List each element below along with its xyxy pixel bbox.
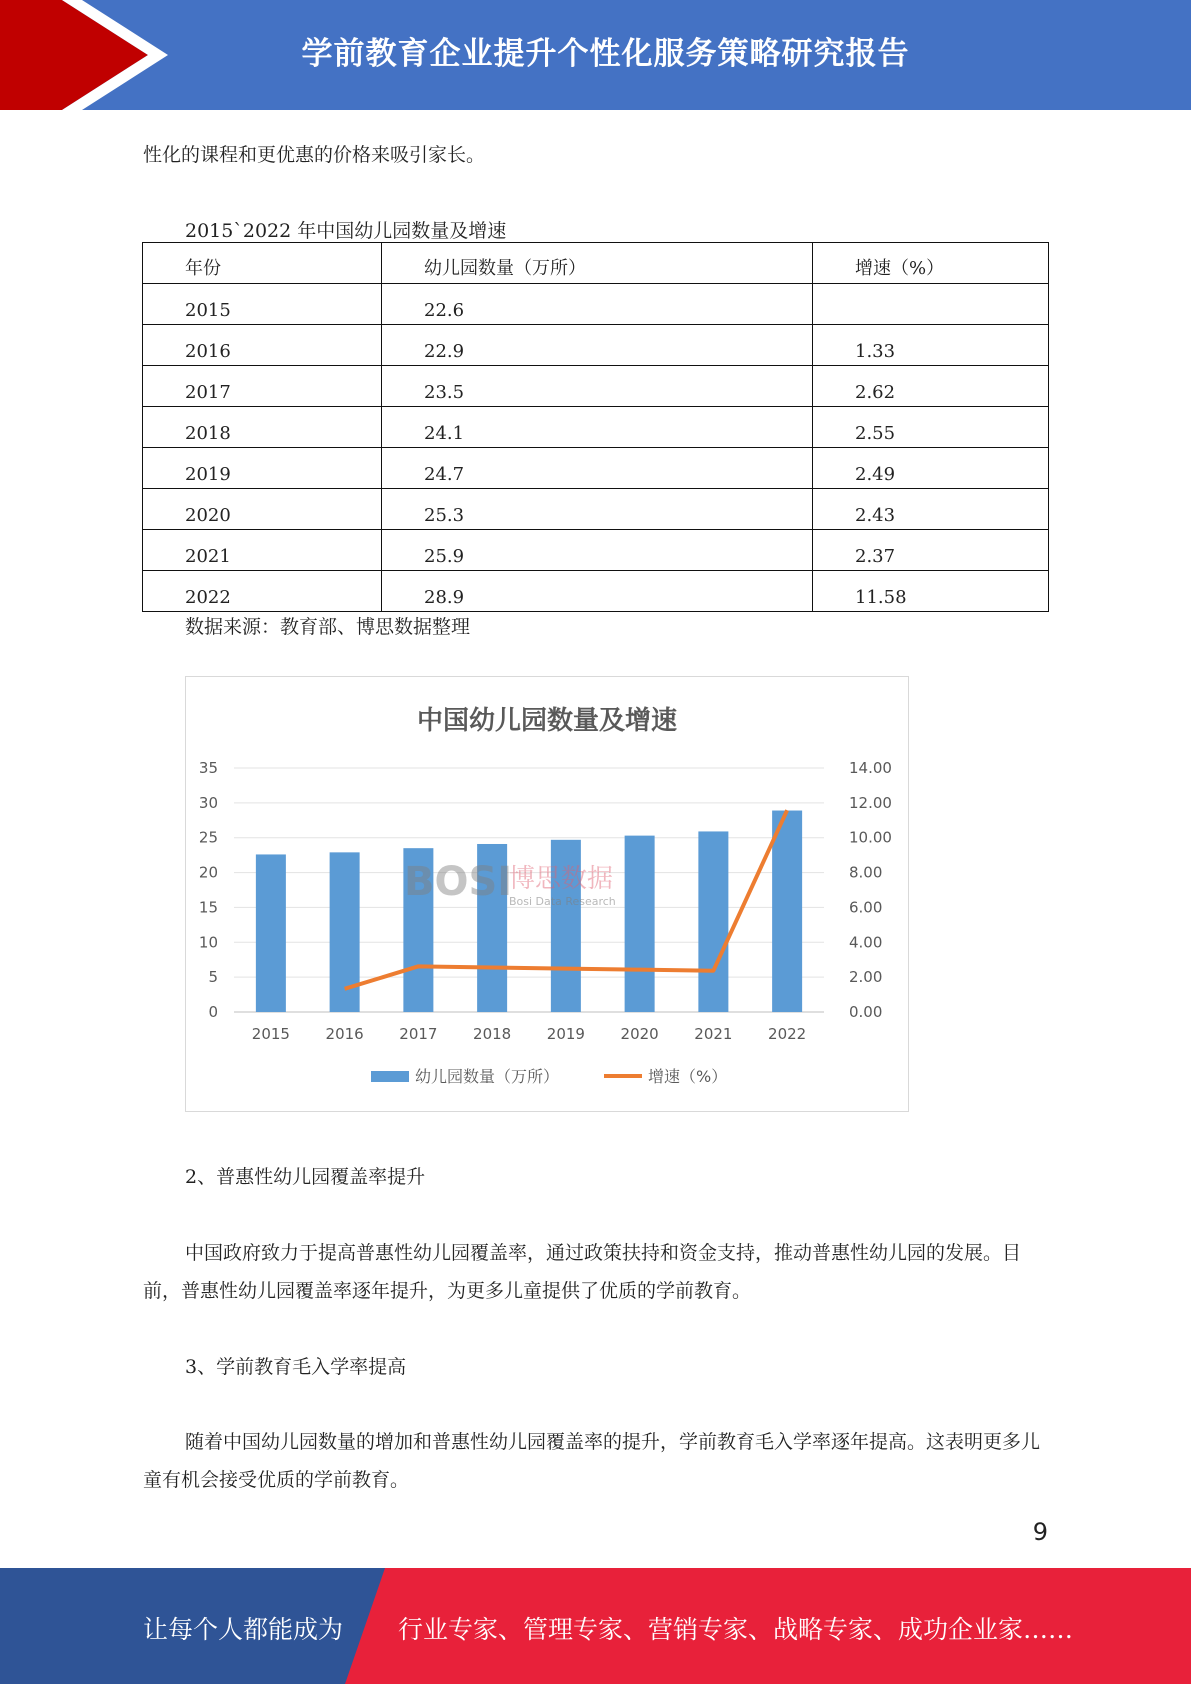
right-axis-tick: 4.00 bbox=[849, 933, 883, 952]
column-header: 幼儿园数量（万所） bbox=[382, 243, 813, 284]
x-axis-tick: 2019 bbox=[546, 1025, 585, 1043]
column-header: 增速（%） bbox=[813, 243, 1049, 284]
left-axis-tick: 35 bbox=[198, 759, 218, 777]
left-axis-tick: 30 bbox=[198, 793, 218, 812]
left-axis-tick: 10 bbox=[198, 933, 218, 952]
table-row bbox=[143, 366, 1049, 407]
count-cell: 25.9 bbox=[382, 530, 813, 571]
page-number: 9 bbox=[1032, 1518, 1048, 1546]
left-axis-tick: 25 bbox=[198, 828, 218, 847]
left-axis-tick: 0 bbox=[208, 1003, 218, 1021]
growth-cell: 2.37 bbox=[813, 530, 1049, 571]
section2-heading: 2、普惠性幼儿园覆盖率提升 bbox=[185, 1166, 426, 1188]
bar bbox=[698, 831, 728, 1012]
watermark-cn: 博思数据 bbox=[509, 864, 614, 894]
bar bbox=[772, 811, 802, 1012]
growth-cell: 2.43 bbox=[813, 489, 1049, 530]
count-cell: 28.9 bbox=[382, 571, 813, 612]
year-cell: 2022 bbox=[143, 571, 382, 612]
growth-cell: 2.62 bbox=[813, 366, 1049, 407]
growth-cell: 11.58 bbox=[813, 571, 1049, 612]
left-axis-tick: 5 bbox=[208, 968, 218, 987]
footer-slogan-right: 行业专家、管理专家、营销专家、战略专家、成功企业家…… bbox=[398, 1615, 1074, 1644]
bar bbox=[625, 836, 655, 1012]
report-title: 学前教育企业提升个性化服务策略研究报告 bbox=[301, 36, 910, 72]
growth-cell: 2.49 bbox=[813, 448, 1049, 489]
data-source: 数据来源：教育部、博思数据整理 bbox=[185, 616, 471, 638]
section3-paragraph: 随着中国幼儿园数量的增加和普惠性幼儿园覆盖率的提升，学前教育毛入学率逐年提高。这表明更多儿童有机会接受优质的学前教育。 bbox=[143, 1431, 1041, 1491]
table-row bbox=[143, 489, 1049, 530]
footer-slogan-left: 让每个人都能成为 bbox=[143, 1615, 344, 1644]
table-row bbox=[143, 530, 1049, 571]
page-footer bbox=[0, 1568, 1191, 1684]
right-axis-tick: 14.00 bbox=[849, 759, 892, 777]
count-cell: 23.5 bbox=[382, 366, 813, 407]
x-axis-tick: 2020 bbox=[620, 1025, 659, 1043]
section3-heading: 3、学前教育毛入学率提高 bbox=[185, 1356, 407, 1378]
year-cell: 2016 bbox=[143, 325, 382, 366]
legend-bar-label: 幼儿园数量（万所） bbox=[415, 1067, 560, 1086]
left-axis-tick: 15 bbox=[198, 898, 218, 917]
year-cell: 2017 bbox=[143, 366, 382, 407]
page-header bbox=[0, 0, 1191, 110]
year-cell: 2015 bbox=[143, 284, 382, 325]
year-cell: 2020 bbox=[143, 489, 382, 530]
right-axis-tick: 10.00 bbox=[849, 828, 892, 847]
table-row bbox=[143, 284, 1049, 325]
year-cell: 2019 bbox=[143, 448, 382, 489]
table-body bbox=[143, 284, 1049, 612]
right-axis-tick: 12.00 bbox=[849, 793, 892, 812]
watermark-en: Bosi Data Research bbox=[509, 895, 616, 908]
x-axis-tick: 2018 bbox=[473, 1025, 512, 1043]
legend-line-label: 增速（%） bbox=[648, 1067, 728, 1086]
table-row bbox=[143, 325, 1049, 366]
count-cell: 22.6 bbox=[382, 284, 813, 325]
kindergarten-table bbox=[142, 242, 1049, 612]
x-axis-tick: 2015 bbox=[251, 1025, 290, 1043]
table-row bbox=[143, 571, 1049, 612]
intro-line: 性化的课程和更优惠的价格来吸引家长。 bbox=[143, 144, 486, 166]
growth-cell: 1.33 bbox=[813, 325, 1049, 366]
growth-cell: 2.55 bbox=[813, 407, 1049, 448]
left-axis-tick: 20 bbox=[198, 863, 218, 882]
x-axis-tick: 2021 bbox=[694, 1025, 733, 1043]
table-header-row bbox=[143, 243, 1049, 284]
column-header: 年份 bbox=[143, 243, 382, 284]
chart-container bbox=[185, 676, 909, 1112]
count-cell: 24.7 bbox=[382, 448, 813, 489]
growth-cell bbox=[813, 284, 1049, 325]
section2-paragraph: 中国政府致力于提高普惠性幼儿园覆盖率，通过政策扶持和资金支持，推动普惠性幼儿园的发展。目前，普惠性幼儿园覆盖率逐年提升，为更多儿童提供了优质的学前教育。 bbox=[143, 1242, 1022, 1302]
count-cell: 24.1 bbox=[382, 407, 813, 448]
watermark-logo: BOSI bbox=[404, 859, 513, 905]
year-cell: 2021 bbox=[143, 530, 382, 571]
year-cell: 2018 bbox=[143, 407, 382, 448]
right-axis-tick: 8.00 bbox=[849, 863, 883, 882]
legend-bar-swatch bbox=[371, 1071, 409, 1082]
count-cell: 25.3 bbox=[382, 489, 813, 530]
table-row bbox=[143, 407, 1049, 448]
count-cell: 22.9 bbox=[382, 325, 813, 366]
combo-chart bbox=[186, 677, 908, 1111]
x-axis-tick: 2017 bbox=[399, 1025, 438, 1043]
chart-title: 中国幼儿园数量及增速 bbox=[416, 706, 678, 736]
right-axis-tick: 6.00 bbox=[849, 898, 883, 917]
table-row bbox=[143, 448, 1049, 489]
x-axis-tick: 2016 bbox=[325, 1025, 364, 1043]
right-axis-tick: 2.00 bbox=[849, 968, 883, 987]
right-axis-tick: 0.00 bbox=[849, 1003, 883, 1021]
bar bbox=[256, 854, 286, 1012]
table-caption: 2015`2022 年中国幼儿园数量及增速 bbox=[185, 220, 507, 242]
x-axis-tick: 2022 bbox=[768, 1025, 807, 1043]
